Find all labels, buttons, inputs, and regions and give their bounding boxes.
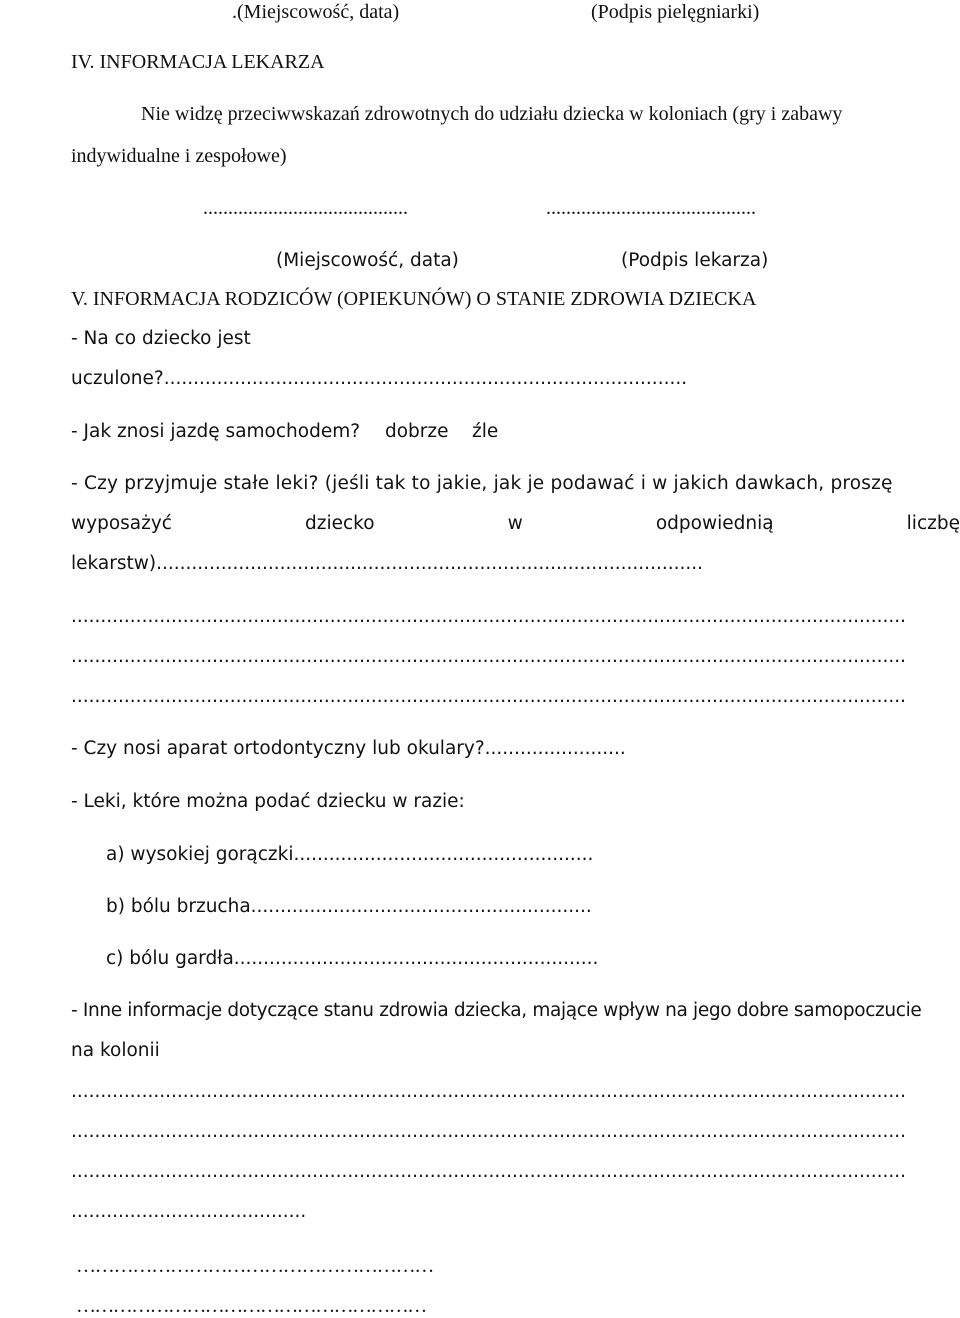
braces-question-field[interactable]: - Czy nosi aparat ortodontyczny lub okulary?........................ [71,738,626,759]
doctor-statement-line-1: Nie widzę przeciwwskazań zdrowotnych do udziału dziecka w koloniach (gry i zabawy [141,103,843,125]
meds-question-line-2 [71,512,960,536]
other-info-answer-line[interactable]: ........................................ [71,1201,307,1222]
meds-answer-line[interactable]: .............................................................................................................................................. [71,686,907,707]
meds-word: odpowiednią [655,513,774,534]
meds-word: liczbę [906,513,960,534]
stomach-ache-field[interactable]: b) bólu brzucha.......................................................... [106,896,592,917]
travel-question: - Jak znosi jazdę samochodem? [71,421,361,442]
signature-ellipsis-line[interactable]: ………………………………………………… [76,1255,434,1277]
section-iv-heading: IV. INFORMACJA LEKARZA [71,51,325,73]
section-v-heading: V. INFORMACJA RODZICÓW (OPIEKUNÓW) O STANIE ZDROWIA DZIECKA [71,288,757,310]
sore-throat-field[interactable]: c) bólu gardła.............................................................. [106,948,599,969]
fever-field[interactable]: a) wysokiej gorączki................................................... [106,844,594,865]
nurse-signature-label: (Podpis pielęgniarki) [591,1,760,23]
other-info-question-line-1: - Inne informacje dotyczące stanu zdrowia dziecka, mające wpływ na jego dobre samopoczucie [71,1000,922,1021]
meds-answer-line[interactable]: .............................................................................................................................................. [71,646,907,667]
meds-word: dziecko [305,513,375,534]
other-info-answer-line[interactable]: .............................................................................................................................................. [71,1161,907,1182]
meds-question-line-1: - Czy przyjmuje stałe leki? (jeśli tak to jakie, jak je podawać i w jakich dawkach, proszę [71,473,893,494]
meds-answer-field[interactable]: lekarstw)............................................................................................. [71,553,703,574]
doctor-signature-field[interactable]: .......................................... [546,197,756,219]
other-info-answer-line[interactable]: .............................................................................................................................................. [71,1121,907,1142]
other-info-question-line-2: na kolonii [71,1040,160,1061]
other-info-answer-line[interactable]: .............................................................................................................................................. [71,1081,907,1102]
allergy-question-line-1: - Na co dziecko jest [71,328,251,349]
travel-option-bad[interactable]: źle [472,421,499,442]
meds-word: wyposażyć [71,513,172,534]
signature-ellipsis-line[interactable]: ………………………………………………… [76,1295,426,1317]
doctor-place-date-field[interactable]: ......................................... [203,197,408,219]
allergy-answer-field[interactable]: uczulone?......................................................................................... [71,368,688,389]
meds-word: w [507,513,523,534]
doctor-place-date-label: (Miejscowość, data) [276,250,459,271]
nurse-place-date-label: .(Miejscowość, data) [232,1,400,23]
meds-answer-line[interactable]: .............................................................................................................................................. [71,606,907,627]
doctor-statement-line-2: indywidualne i zespołowe) [71,145,287,167]
meds-allowed-question: - Leki, które można podać dziecku w razie: [71,791,465,812]
doctor-signature-label: (Podpis lekarza) [621,250,769,271]
travel-option-good[interactable]: dobrze [385,421,449,442]
